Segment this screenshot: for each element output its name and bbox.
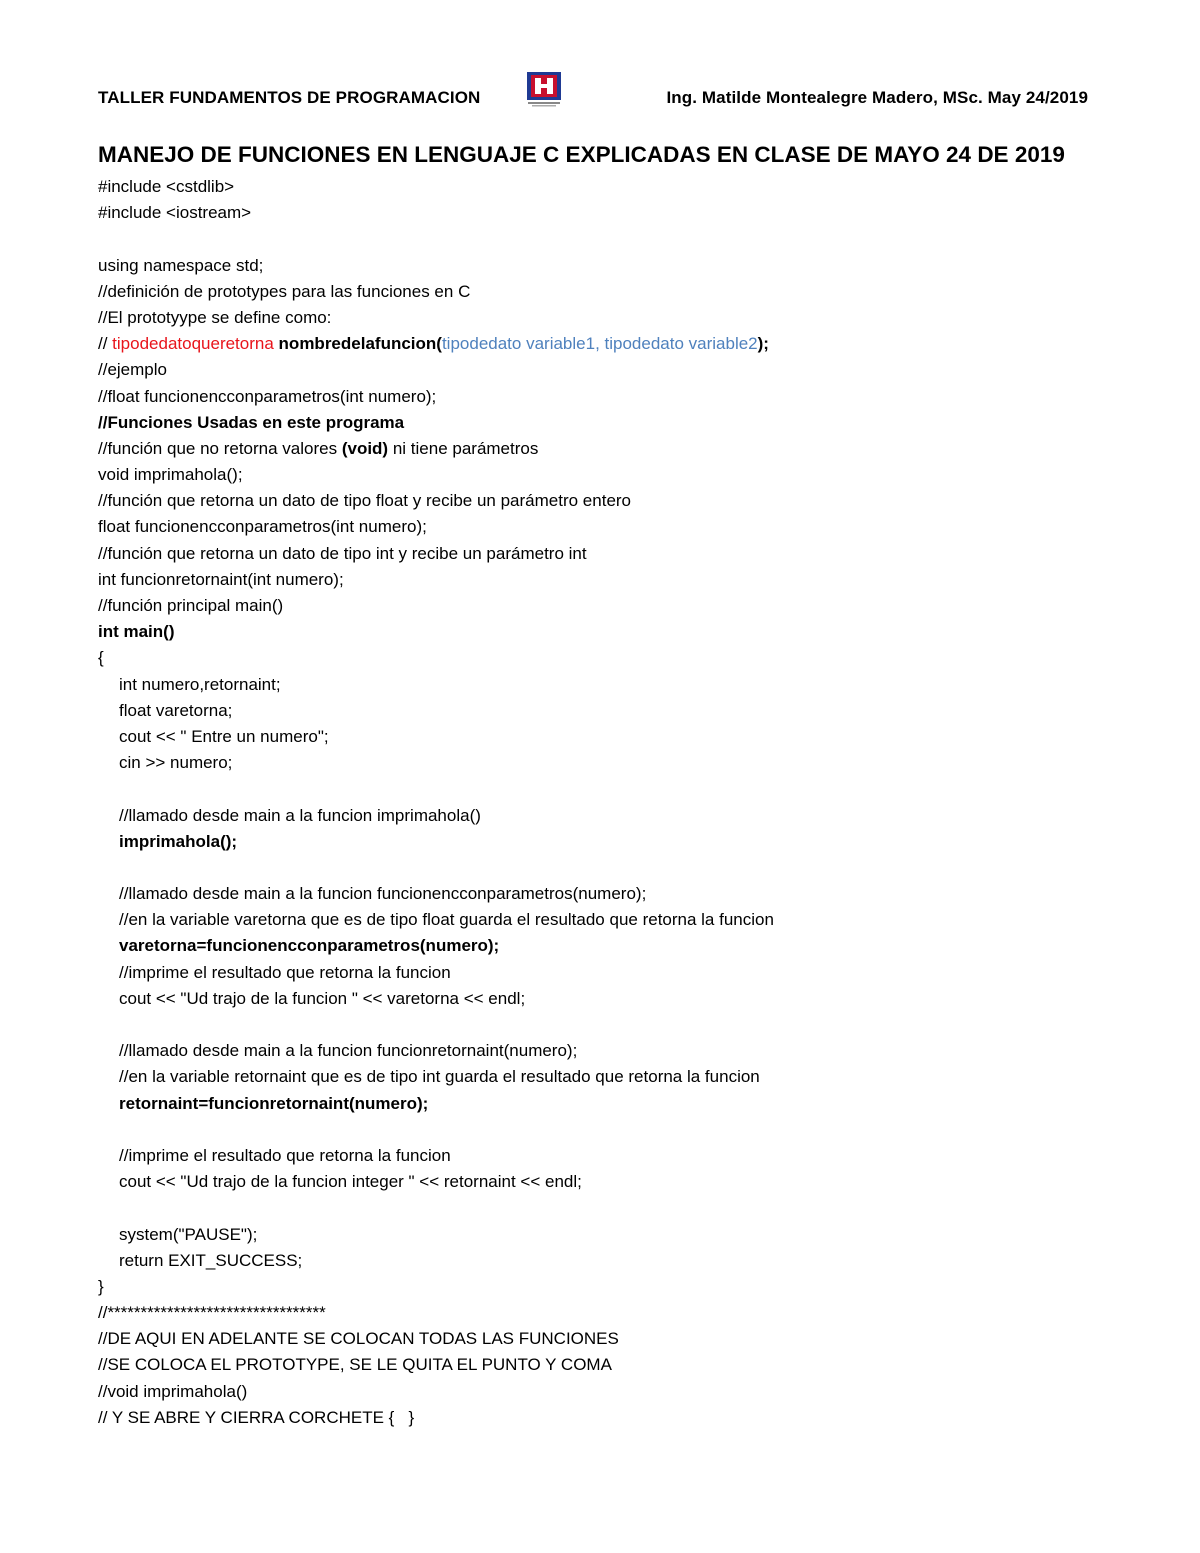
code-line: //El prototyype se define como:	[98, 307, 332, 327]
code-line: float funcionencconparametros(int numero);	[98, 517, 427, 537]
code-line: //función principal main()	[98, 596, 284, 615]
code-line	[98, 855, 1098, 881]
code-line: #include <cstdlib>	[98, 177, 235, 196]
code-line: //definición de prototypes para las funciones en C	[98, 281, 471, 301]
code-line	[98, 776, 1098, 802]
code-line: system("PAUSE");	[119, 1224, 258, 1244]
page-title: MANEJO DE FUNCIONES EN LENGUAJE C EXPLICADAS EN CLASE DE MAYO 24 DE 2019	[98, 142, 1065, 167]
void-comment-start: //función que no retorna valores	[98, 438, 342, 458]
code-line: //función que retorna un dato de tipo float y recibe un parámetro entero	[98, 491, 632, 511]
code-line: return EXIT_SUCCESS;	[119, 1250, 303, 1270]
code-line: int numero,retornaint;	[119, 674, 281, 694]
code-line: #include <iostream>	[98, 203, 252, 223]
void-keyword: (void)	[341, 438, 389, 458]
code-line: //DE AQUI EN ADELANTE SE COLOCAN TODAS LAS FUNCIONES	[98, 1329, 619, 1349]
section-heading-line: //Funciones Usadas en este programa	[98, 412, 405, 432]
params-placeholder: tipodedato variable1, tipodedato variable2	[441, 334, 758, 354]
code-line	[98, 1117, 1098, 1143]
void-comment-line	[98, 436, 1098, 462]
code-line	[98, 1012, 1098, 1038]
code-line: int funcionretornaint(int numero);	[98, 569, 344, 589]
code-line: cout << "Ud trajo de la funcion " << varetorna << endl;	[119, 988, 526, 1008]
code-line: cout << " Entre un numero";	[119, 726, 329, 746]
code-listing	[98, 174, 1098, 1431]
code-line: //SE COLOCA EL PROTOTYPE, SE LE QUITA EL PUNTO Y COMA	[98, 1355, 612, 1375]
code-line: //imprime el resultado que retorna la funcion	[119, 1145, 451, 1165]
code-line: }	[98, 1276, 104, 1296]
code-line: //en la variable varetorna que es de tipo float guarda el resultado que retorna la funcion	[119, 910, 774, 930]
code-line-bold: retornaint=funcionretornaint(numero);	[119, 1093, 429, 1113]
code-line: //en la variable retornaint que es de tipo int guarda el resultado que retorna la funcion	[119, 1067, 760, 1087]
code-line-bold: varetorna=funcionencconparametros(numero);	[119, 936, 500, 956]
comment-prefix: //	[98, 334, 113, 354]
prototype-syntax-line	[98, 331, 1098, 357]
code-line: //llamado desde main a la funcion funcionencconparametros(numero);	[119, 884, 647, 904]
main-signature-line: int main()	[98, 622, 175, 642]
code-line: cin >> numero;	[119, 753, 233, 773]
code-line: float varetorna;	[119, 700, 233, 720]
code-line: //imprime el resultado que retorna la funcion	[119, 962, 451, 982]
page-header	[98, 88, 1088, 114]
code-line: using namespace std;	[98, 255, 264, 275]
code-line	[98, 1195, 1098, 1221]
course-title: TALLER FUNDAMENTOS DE PROGRAMACION	[98, 88, 481, 107]
code-line: //ejemplo	[98, 360, 167, 380]
void-comment-end: ni tiene parámetros	[388, 438, 539, 458]
code-line: //llamado desde main a la funcion funcionretornaint(numero);	[119, 1041, 578, 1061]
function-name-placeholder: nombredelafuncion(	[278, 334, 442, 354]
university-crest-icon	[524, 70, 564, 108]
return-type-placeholder: tipodedatoqueretorna	[112, 334, 274, 354]
prototype-suffix: );	[757, 334, 769, 354]
code-line	[98, 226, 1098, 252]
code-line: //llamado desde main a la funcion imprimahola()	[119, 805, 481, 825]
code-line: cout << "Ud trajo de la funcion integer " << retornaint << endl;	[119, 1172, 582, 1192]
code-line: //void imprimahola()	[98, 1381, 248, 1401]
code-line: //función que retorna un dato de tipo int y recibe un parámetro int	[98, 543, 587, 563]
code-line: //*********************************	[98, 1303, 326, 1323]
author-date: Ing. Matilde Montealegre Madero, MSc. May 24/2019	[666, 88, 1088, 107]
code-line: {	[98, 648, 104, 668]
code-line-bold: imprimahola();	[119, 831, 238, 851]
code-line: void imprimahola();	[98, 465, 243, 485]
code-line: //float funcionencconparametros(int numero);	[98, 386, 437, 406]
code-line: // Y SE ABRE Y CIERRA CORCHETE { }	[98, 1407, 415, 1427]
